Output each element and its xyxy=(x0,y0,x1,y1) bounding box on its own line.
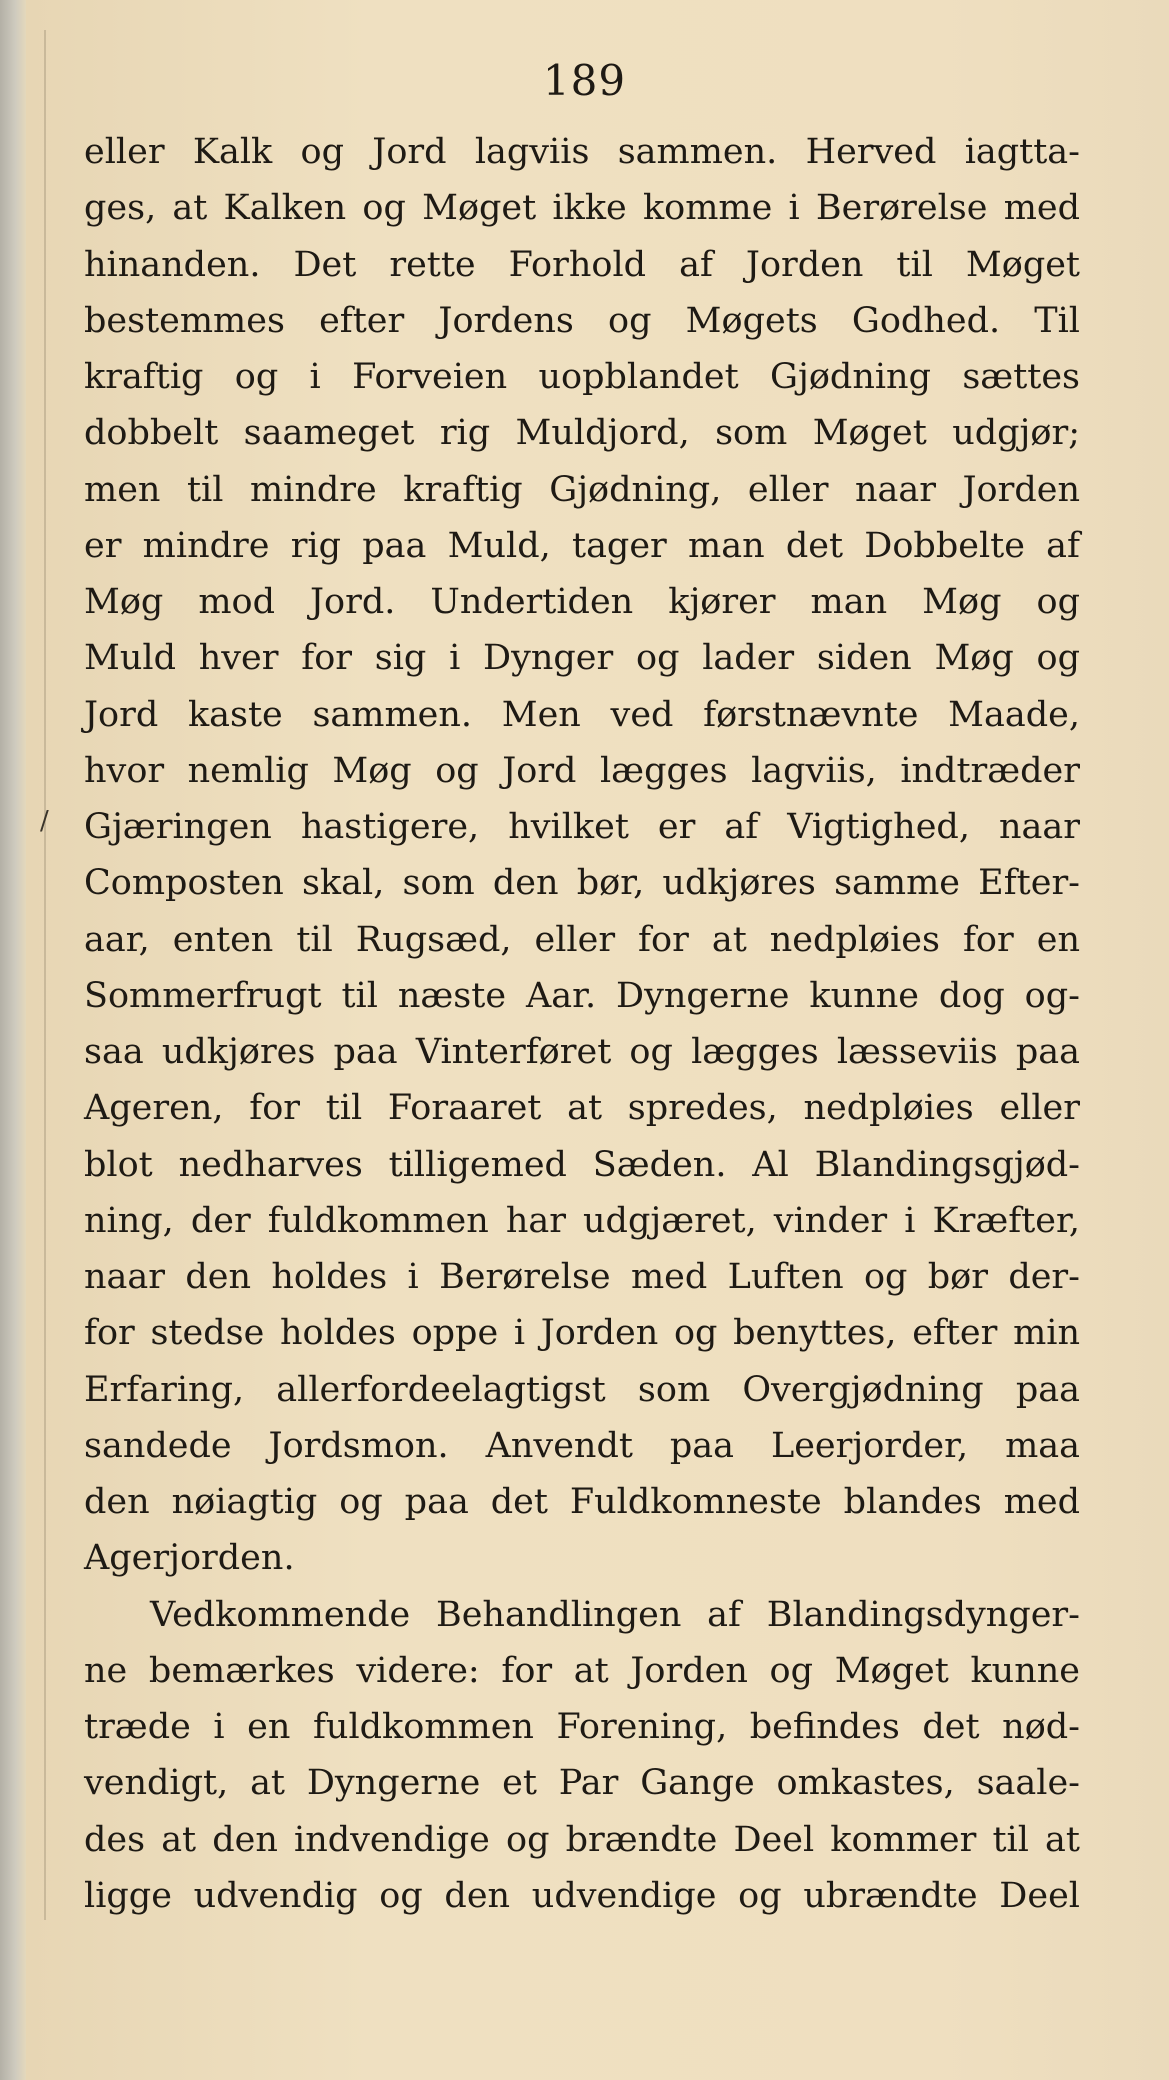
text-line: den nøiagtig og paa det Fuldkomneste blandes med xyxy=(84,1482,1080,1522)
text-line: vendigt, at Dyngerne et Par Gange omkastes, saale- xyxy=(84,1763,1080,1804)
paragraph-2 xyxy=(84,1587,1080,1925)
text-line: Gjæringen hastigere, hvilket er af Vigtighed, naar xyxy=(84,807,1080,847)
text-line: Jord kaste sammen. Men ved førstnævnte Maade, xyxy=(84,694,1080,735)
body-text xyxy=(84,124,1080,1924)
text-line: ne bemærkes videre: for at Jorden og Møget kunne xyxy=(84,1650,1080,1691)
text-line: hinanden. Det rette Forhold af Jorden til Møget xyxy=(84,244,1080,285)
book-spine-shadow xyxy=(0,0,26,2080)
text-line: Sommerfrugt til næste Aar. Dyngerne kunne dog og- xyxy=(84,975,1080,1016)
text-line: Erfaring, allerfordeelagtigst som Overgjødning paa xyxy=(84,1369,1080,1410)
text-line: bestemmes efter Jordens og Møgets Godhed. Til xyxy=(84,300,1080,341)
text-line: ligge udvendig og den udvendige og ubrændte Deel xyxy=(84,1875,1080,1916)
text-line: træde i en fuldkommen Forening, befindes det nød- xyxy=(84,1707,1080,1747)
text-line: Vedkommende Behandlingen af Blandingsdynger- xyxy=(150,1594,1080,1635)
page-number: 189 xyxy=(542,56,627,105)
text-line: blot nedharves tilligemed Sæden. Al Blandingsgjød- xyxy=(84,1144,1080,1185)
paragraph-1 xyxy=(84,124,1080,1587)
text-line: naar den holdes i Berørelse med Luften og bør der- xyxy=(84,1257,1080,1297)
margin-mark: / xyxy=(40,806,49,836)
text-line: dobbelt saameget rig Muldjord, som Møget udgjør; xyxy=(84,413,1080,454)
text-line: kraftig og i Forveien uopblandet Gjødning sættes xyxy=(84,357,1080,397)
text-line: for stedse holdes oppe i Jorden og benyttes, efter min xyxy=(84,1313,1080,1354)
text-line: men til mindre kraftig Gjødning, eller naar Jorden xyxy=(84,469,1080,510)
text-line: des at den indvendige og brændte Deel kommer til at xyxy=(84,1819,1080,1860)
text-line: hvor nemlig Møg og Jord lægges lagviis, indtræder xyxy=(84,750,1080,791)
text-line: eller Kalk og Jord lagviis sammen. Herved iagtta- xyxy=(84,132,1080,172)
text-line: Muld hver for sig i Dynger og lader siden Møg og xyxy=(84,638,1080,679)
text-line: saa udkjøres paa Vinterføret og lægges læsseviis paa xyxy=(84,1032,1080,1072)
text-line: aar, enten til Rugsæd, eller for at nedpløies for en xyxy=(84,919,1080,960)
text-line: er mindre rig paa Muld, tager man det Dobbelte af xyxy=(84,525,1080,566)
text-line: sandede Jordsmon. Anvendt paa Leerjorder, maa xyxy=(84,1425,1080,1466)
text-line: ning, der fuldkommen har udgjæret, vinder i Kræfter, xyxy=(84,1200,1080,1241)
margin-rule xyxy=(44,30,46,1920)
text-line: Møg mod Jord. Undertiden kjører man Møg og xyxy=(84,582,1080,622)
text-line: Agerjorden. xyxy=(84,1538,295,1579)
text-line: Ageren, for til Foraaret at spredes, nedpløies eller xyxy=(84,1088,1080,1129)
text-line: ges, at Kalken og Møget ikke komme i Berørelse med xyxy=(84,188,1080,229)
text-line: Composten skal, som den bør, udkjøres samme Efter- xyxy=(84,863,1080,904)
